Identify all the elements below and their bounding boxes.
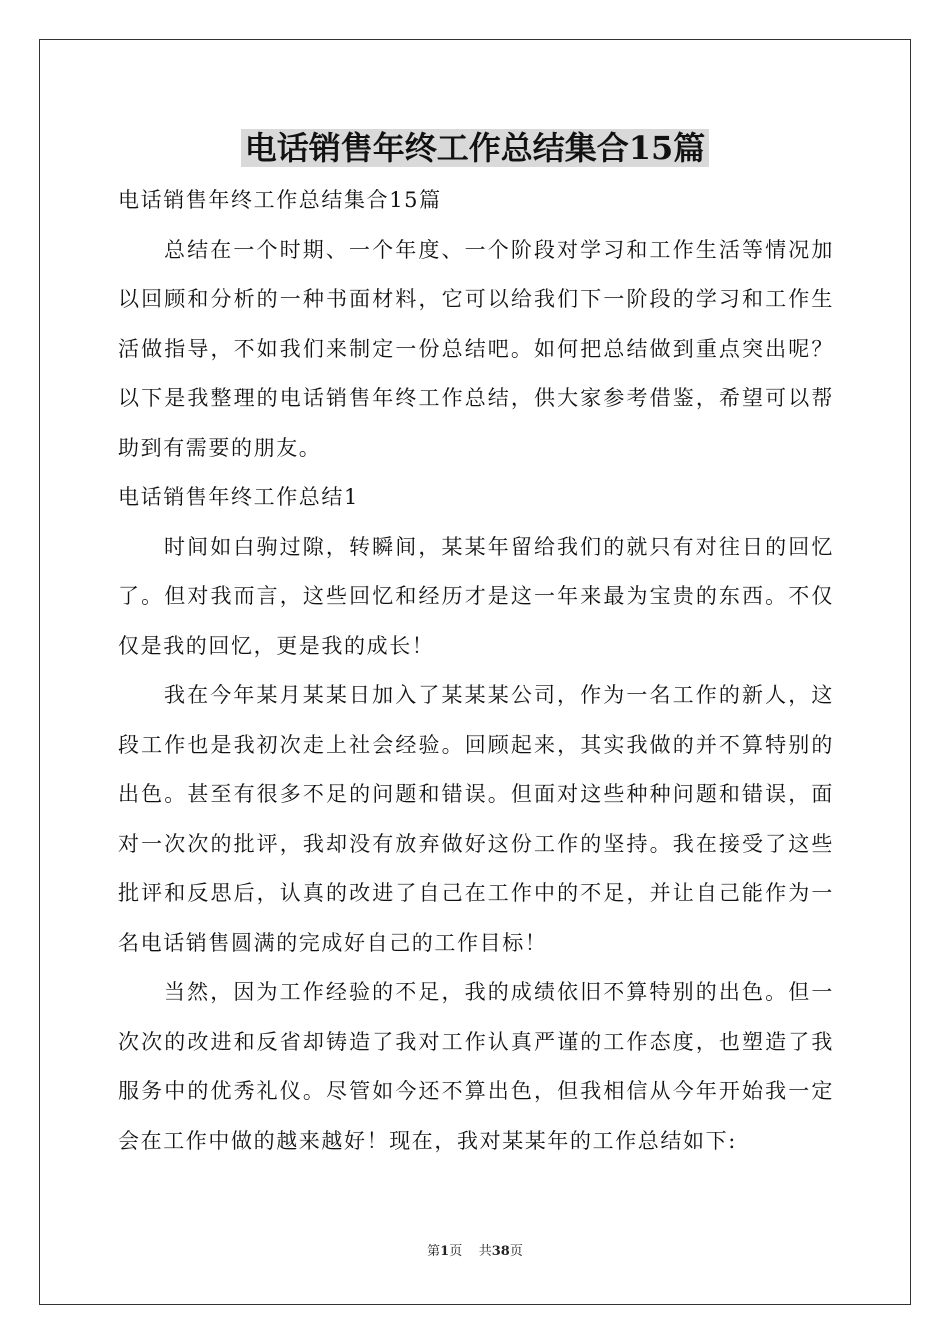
section-paragraph-2: 我在今年某月某某日加入了某某某公司，作为一名工作的新人，这段工作也是我初次走上社会经验。回顾起来，其实我做的并不算特别的出色。甚至有很多不足的问题和错误。但面对这些种种问题和错误，面对一次次的批评，我却没有放弃做好这份工作的坚持。我在接受了这些批评和反思后，认真的改进了自己在工作中的不足，并让自己能作为一名电话销售圆满的完成好自己的工作目标！	[118, 683, 834, 955]
page-suffix: 页	[449, 1244, 463, 1259]
page-prefix: 第	[427, 1244, 441, 1259]
section-heading: 电话销售年终工作总结1	[118, 485, 359, 509]
total-prefix: 共	[478, 1244, 492, 1259]
page-footer	[0, 1240, 950, 1259]
section-paragraph-1: 时间如白驹过隙，转瞬间，某某年留给我们的就只有对往日的回忆了。但对我而言，这些回忆和经历才是这一年来最为宝贵的东西。不仅仅是我的回忆，更是我的成长！	[118, 534, 834, 658]
total-suffix: 页	[509, 1244, 523, 1259]
document-subtitle: 电话销售年终工作总结集合15篇	[118, 188, 442, 212]
total-pages: 38	[491, 1244, 510, 1259]
intro-paragraph: 总结在一个时期、一个年度、一个阶段对学习和工作生活等情况加以回顾和分析的一种书面材料，它可以给我们下一阶段的学习和工作生活做指导，不如我们来制定一份总结吧。如何把总结做到重点突出呢？以下是我整理的电话销售年终工作总结，供大家参考借鉴，希望可以帮助到有需要的朋友。	[118, 237, 834, 460]
document-title-text: 电话销售年终工作总结集合15篇	[241, 129, 710, 167]
document-body	[118, 176, 834, 1166]
page-number: 1	[440, 1244, 450, 1259]
section-paragraph-3: 当然，因为工作经验的不足，我的成绩依旧不算特别的出色。但一次次的改进和反省却铸造了我对工作认真严谨的工作态度，也塑造了我服务中的优秀礼仪。尽管如今还不算出色，但我相信从今年开始我一定会在工作中做的越来越好！现在，我对某某年的工作总结如下:	[118, 980, 834, 1153]
document-title	[0, 124, 950, 172]
